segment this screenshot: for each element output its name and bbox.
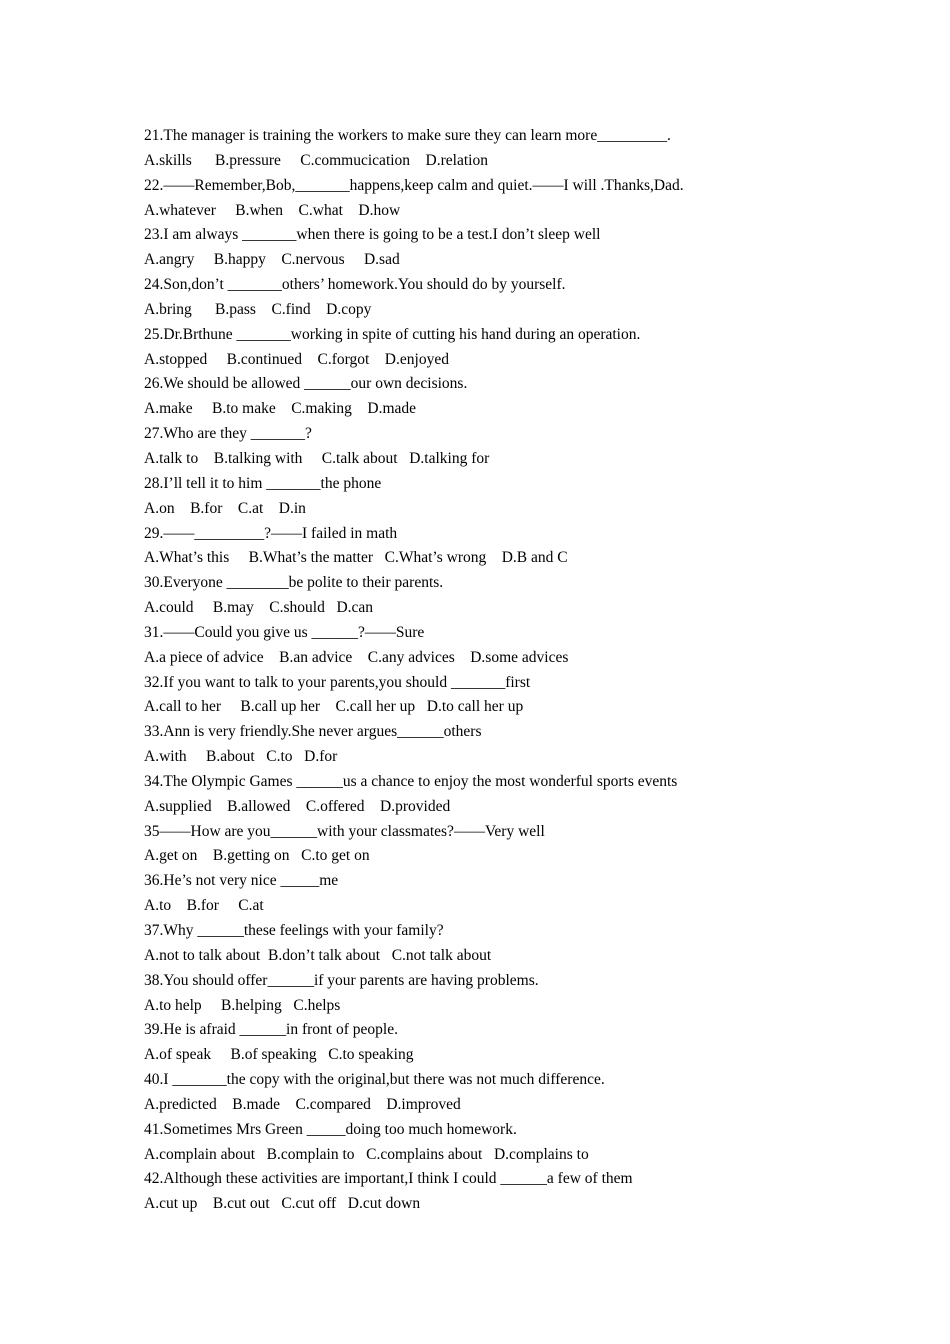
options-31: A.a piece of advice B.an advice C.any advices D.some advices	[144, 648, 569, 666]
options-41: A.complain about B.complain to C.complains about D.complains to	[144, 1145, 589, 1163]
question-21: 21.The manager is training the workers to make sure they can learn more_________.	[144, 127, 671, 144]
question-33: 33.Ann is very friendly.She never argues______others	[144, 723, 482, 741]
question-30: 30.Everyone ________be polite to their parents.	[144, 574, 444, 592]
options-23: A.angry B.happy C.nervous D.sad	[144, 251, 400, 269]
question-25: 25.Dr.Brthune _______working in spite of cutting his hand during an operation.	[144, 325, 641, 343]
options-33: A.with B.about C.to D.for	[144, 748, 338, 766]
question-26: 26.We should be allowed ______our own decisions.	[144, 375, 468, 393]
options-29: A.What’s this B.What’s the matter C.What’s wrong D.B and C	[144, 549, 568, 567]
question-38: 38.You should offer______if your parents are having problems.	[144, 971, 539, 989]
options-37: A.not to talk about B.don’t talk about C.not talk about	[144, 946, 492, 964]
options-38: A.to help B.helping C.helps	[144, 996, 341, 1014]
question-37: 37.Why ______these feelings with your family?	[144, 922, 444, 939]
options-35: A.get on B.getting on C.to get on	[144, 847, 370, 865]
question-29: 29.——_________?——I failed in math	[144, 524, 398, 542]
options-24: A.bring B.pass C.find D.copy	[144, 300, 372, 318]
options-21: A.skills B.pressure C.commucication D.relation	[144, 151, 488, 169]
options-40: A.predicted B.made C.compared D.improved	[144, 1095, 461, 1113]
question-39: 39.He is afraid ______in front of people.	[144, 1021, 398, 1039]
options-32: A.call to her B.call up her C.call her up D.to call her up	[144, 698, 524, 716]
document-page	[144, 124, 844, 1217]
question-34: 34.The Olympic Games ______us a chance to enjoy the most wonderful sports events	[144, 772, 678, 790]
question-23: 23.I am always _______when there is going to be a test.I don’t sleep well	[144, 226, 601, 244]
question-22: 22.——Remember,Bob,_______happens,keep calm and quiet.——I will .Thanks,Dad.	[144, 176, 684, 194]
options-28: A.on B.for C.at D.in	[144, 499, 306, 517]
options-27: A.talk to B.talking with C.talk about D.talking for	[144, 449, 490, 467]
options-30: A.could B.may C.should D.can	[144, 599, 374, 617]
question-28: 28.I’ll tell it to him _______the phone	[144, 474, 382, 492]
question-35: 35——How are you______with your classmates?——Very well	[144, 822, 545, 840]
question-32: 32.If you want to talk to your parents,you should _______first	[144, 673, 531, 691]
question-31: 31.——Could you give us ______?——Sure	[144, 623, 425, 641]
options-39: A.of speak B.of speaking C.to speaking	[144, 1046, 414, 1064]
question-36: 36.He’s not very nice _____me	[144, 872, 339, 890]
question-27: 27.Who are they _______?	[144, 425, 312, 443]
options-36: A.to B.for C.at	[144, 897, 264, 915]
question-24: 24.Son,don’t _______others’ homework.You should do by yourself.	[144, 276, 566, 294]
options-25: A.stopped B.continued C.forgot D.enjoyed	[144, 350, 449, 368]
options-34: A.supplied B.allowed C.offered D.provided	[144, 797, 451, 815]
options-42: A.cut up B.cut out C.cut off D.cut down	[144, 1195, 421, 1213]
question-42: 42.Although these activities are important,I think I could ______a few of them	[144, 1170, 633, 1188]
question-40: 40.I _______the copy with the original,but there was not much difference.	[144, 1071, 605, 1089]
options-26: A.make B.to make C.making D.made	[144, 400, 417, 418]
question-41: 41.Sometimes Mrs Green _____doing too much homework.	[144, 1120, 517, 1138]
options-22: A.whatever B.when C.what D.how	[144, 201, 401, 219]
